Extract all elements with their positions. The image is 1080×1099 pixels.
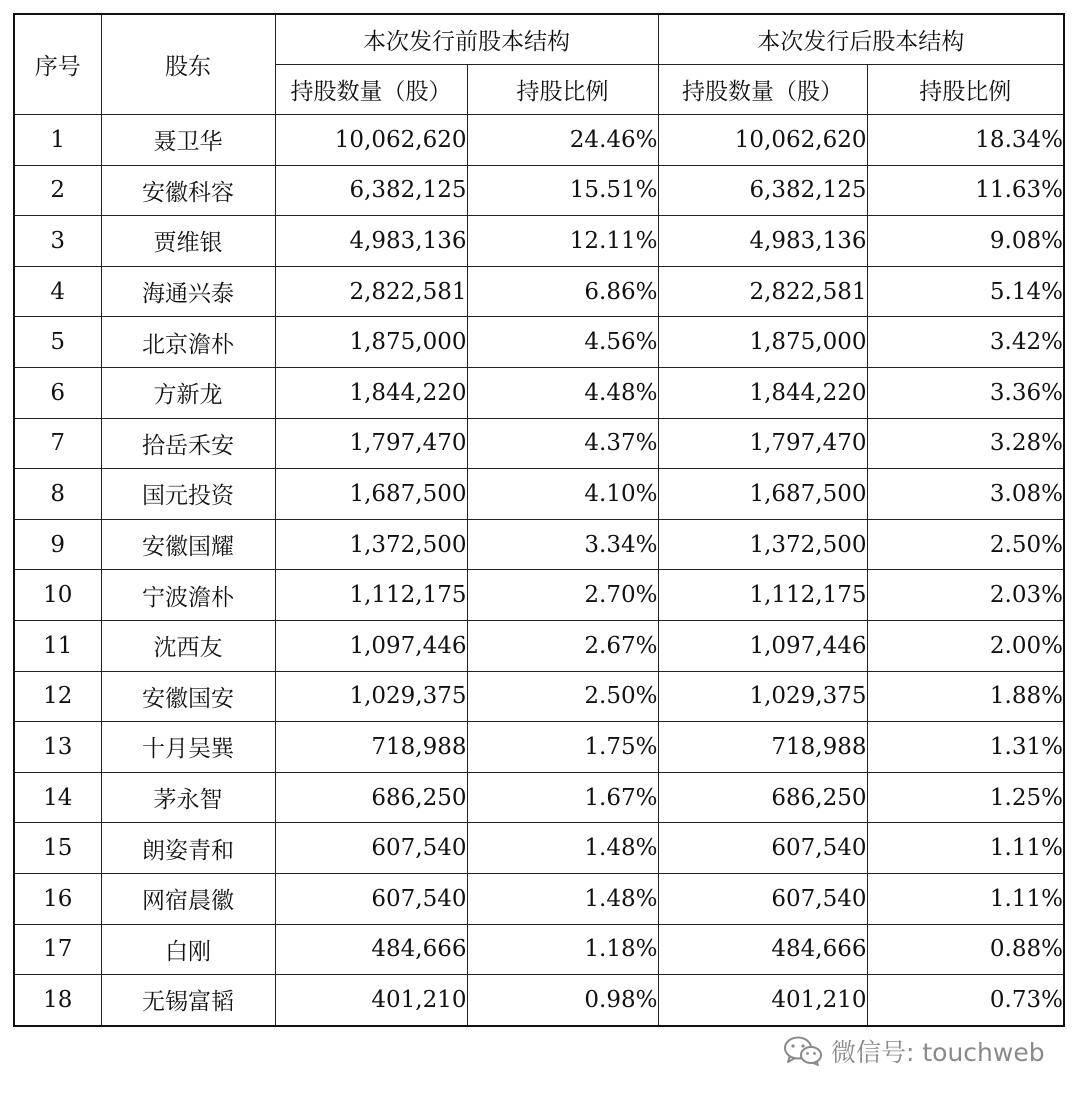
cell-before-ratio: 4.37% bbox=[467, 418, 658, 469]
cell-shareholder: 沈西友 bbox=[101, 620, 275, 671]
cell-after-shares: 10,062,620 bbox=[658, 115, 867, 166]
cell-before-shares: 1,875,000 bbox=[275, 317, 467, 368]
cell-after-ratio: 1.11% bbox=[867, 823, 1064, 874]
wechat-icon bbox=[783, 1035, 823, 1067]
cell-after-shares: 2,822,581 bbox=[658, 266, 867, 317]
header-shareholder: 股东 bbox=[101, 14, 275, 115]
cell-index: 2 bbox=[14, 165, 101, 216]
table-row bbox=[14, 367, 1064, 418]
cell-after-ratio: 2.50% bbox=[867, 519, 1064, 570]
cell-shareholder: 宁波澹朴 bbox=[101, 570, 275, 621]
table-row bbox=[14, 317, 1064, 368]
cell-after-ratio: 0.88% bbox=[867, 924, 1064, 975]
cell-after-shares: 1,112,175 bbox=[658, 570, 867, 621]
cell-shareholder: 白刚 bbox=[101, 924, 275, 975]
cell-before-shares: 1,687,500 bbox=[275, 469, 467, 520]
cell-shareholder: 朗姿青和 bbox=[101, 823, 275, 874]
cell-after-shares: 1,687,500 bbox=[658, 469, 867, 520]
cell-before-shares: 484,666 bbox=[275, 924, 467, 975]
table-row bbox=[14, 165, 1064, 216]
cell-before-ratio: 1.48% bbox=[467, 873, 658, 924]
cell-after-shares: 1,029,375 bbox=[658, 671, 867, 722]
cell-before-shares: 607,540 bbox=[275, 873, 467, 924]
cell-after-ratio: 1.31% bbox=[867, 722, 1064, 773]
cell-before-shares: 1,372,500 bbox=[275, 519, 467, 570]
cell-after-shares: 1,097,446 bbox=[658, 620, 867, 671]
table-row bbox=[14, 519, 1064, 570]
cell-before-shares: 6,382,125 bbox=[275, 165, 467, 216]
cell-before-shares: 2,822,581 bbox=[275, 266, 467, 317]
cell-shareholder: 安徽国安 bbox=[101, 671, 275, 722]
cell-after-ratio: 1.25% bbox=[867, 772, 1064, 823]
cell-index: 13 bbox=[14, 722, 101, 773]
cell-index: 9 bbox=[14, 519, 101, 570]
header-before-shares: 持股数量（股） bbox=[275, 65, 467, 115]
cell-before-ratio: 1.18% bbox=[467, 924, 658, 975]
cell-index: 6 bbox=[14, 367, 101, 418]
cell-shareholder: 安徽国耀 bbox=[101, 519, 275, 570]
table-row bbox=[14, 469, 1064, 520]
table-row bbox=[14, 924, 1064, 975]
watermark-text: 微信号: touchweb bbox=[831, 1038, 1045, 1067]
header-after-ratio: 持股比例 bbox=[867, 65, 1064, 115]
cell-before-ratio: 4.10% bbox=[467, 469, 658, 520]
cell-before-shares: 1,797,470 bbox=[275, 418, 467, 469]
cell-index: 4 bbox=[14, 266, 101, 317]
cell-before-ratio: 4.48% bbox=[467, 367, 658, 418]
cell-index: 5 bbox=[14, 317, 101, 368]
table-header bbox=[14, 14, 1064, 115]
table-row bbox=[14, 570, 1064, 621]
cell-after-shares: 4,983,136 bbox=[658, 216, 867, 267]
cell-before-shares: 1,844,220 bbox=[275, 367, 467, 418]
cell-after-ratio: 2.03% bbox=[867, 570, 1064, 621]
table-body bbox=[14, 115, 1064, 1026]
watermark bbox=[783, 1034, 1045, 1068]
header-after-shares: 持股数量（股） bbox=[658, 65, 867, 115]
cell-index: 10 bbox=[14, 570, 101, 621]
cell-index: 1 bbox=[14, 115, 101, 166]
cell-before-shares: 1,097,446 bbox=[275, 620, 467, 671]
table-row bbox=[14, 823, 1064, 874]
cell-shareholder: 海通兴泰 bbox=[101, 266, 275, 317]
cell-after-shares: 1,372,500 bbox=[658, 519, 867, 570]
cell-before-ratio: 1.48% bbox=[467, 823, 658, 874]
cell-after-ratio: 1.11% bbox=[867, 873, 1064, 924]
table-row bbox=[14, 418, 1064, 469]
cell-index: 3 bbox=[14, 216, 101, 267]
header-before-ratio: 持股比例 bbox=[467, 65, 658, 115]
cell-shareholder: 国元投资 bbox=[101, 469, 275, 520]
cell-after-ratio: 3.42% bbox=[867, 317, 1064, 368]
table-row bbox=[14, 216, 1064, 267]
table-row bbox=[14, 266, 1064, 317]
cell-index: 17 bbox=[14, 924, 101, 975]
cell-after-shares: 686,250 bbox=[658, 772, 867, 823]
cell-before-ratio: 3.34% bbox=[467, 519, 658, 570]
table-row bbox=[14, 772, 1064, 823]
cell-after-ratio: 9.08% bbox=[867, 216, 1064, 267]
cell-shareholder: 北京澹朴 bbox=[101, 317, 275, 368]
cell-before-shares: 718,988 bbox=[275, 722, 467, 773]
table-row bbox=[14, 873, 1064, 924]
cell-after-shares: 1,844,220 bbox=[658, 367, 867, 418]
cell-shareholder: 方新龙 bbox=[101, 367, 275, 418]
table-row bbox=[14, 722, 1064, 773]
header-before-issue: 本次发行前股本结构 bbox=[275, 14, 658, 65]
cell-before-shares: 1,112,175 bbox=[275, 570, 467, 621]
cell-before-shares: 607,540 bbox=[275, 823, 467, 874]
cell-after-ratio: 0.73% bbox=[867, 975, 1064, 1026]
cell-before-shares: 10,062,620 bbox=[275, 115, 467, 166]
cell-after-ratio: 2.00% bbox=[867, 620, 1064, 671]
cell-after-ratio: 3.36% bbox=[867, 367, 1064, 418]
cell-after-shares: 718,988 bbox=[658, 722, 867, 773]
cell-index: 7 bbox=[14, 418, 101, 469]
cell-before-ratio: 6.86% bbox=[467, 266, 658, 317]
cell-shareholder: 十月吴巽 bbox=[101, 722, 275, 773]
cell-before-ratio: 2.70% bbox=[467, 570, 658, 621]
cell-index: 12 bbox=[14, 671, 101, 722]
cell-after-shares: 401,210 bbox=[658, 975, 867, 1026]
cell-index: 16 bbox=[14, 873, 101, 924]
cell-before-ratio: 1.67% bbox=[467, 772, 658, 823]
cell-after-shares: 6,382,125 bbox=[658, 165, 867, 216]
cell-index: 11 bbox=[14, 620, 101, 671]
cell-before-shares: 686,250 bbox=[275, 772, 467, 823]
cell-before-ratio: 2.50% bbox=[467, 671, 658, 722]
header-row-top bbox=[14, 14, 1064, 65]
cell-index: 8 bbox=[14, 469, 101, 520]
cell-shareholder: 无锡富韬 bbox=[101, 975, 275, 1026]
cell-shareholder: 网宿晨徽 bbox=[101, 873, 275, 924]
table-row bbox=[14, 975, 1064, 1026]
cell-before-ratio: 0.98% bbox=[467, 975, 658, 1026]
cell-after-shares: 1,797,470 bbox=[658, 418, 867, 469]
cell-before-ratio: 12.11% bbox=[467, 216, 658, 267]
shareholder-structure-table bbox=[13, 13, 1065, 1027]
cell-index: 14 bbox=[14, 772, 101, 823]
table-row bbox=[14, 671, 1064, 722]
table-row bbox=[14, 115, 1064, 166]
cell-before-ratio: 1.75% bbox=[467, 722, 658, 773]
cell-shareholder: 聂卫华 bbox=[101, 115, 275, 166]
cell-before-ratio: 15.51% bbox=[467, 165, 658, 216]
cell-index: 15 bbox=[14, 823, 101, 874]
cell-after-shares: 484,666 bbox=[658, 924, 867, 975]
header-index: 序号 bbox=[14, 14, 101, 115]
table-row bbox=[14, 620, 1064, 671]
cell-before-shares: 4,983,136 bbox=[275, 216, 467, 267]
header-after-issue: 本次发行后股本结构 bbox=[658, 14, 1064, 65]
cell-after-ratio: 11.63% bbox=[867, 165, 1064, 216]
cell-after-ratio: 3.08% bbox=[867, 469, 1064, 520]
cell-shareholder: 贾维银 bbox=[101, 216, 275, 267]
cell-shareholder: 茅永智 bbox=[101, 772, 275, 823]
cell-before-shares: 1,029,375 bbox=[275, 671, 467, 722]
cell-after-ratio: 3.28% bbox=[867, 418, 1064, 469]
cell-after-shares: 607,540 bbox=[658, 823, 867, 874]
cell-before-ratio: 4.56% bbox=[467, 317, 658, 368]
cell-after-ratio: 1.88% bbox=[867, 671, 1064, 722]
cell-after-ratio: 18.34% bbox=[867, 115, 1064, 166]
cell-shareholder: 拾岳禾安 bbox=[101, 418, 275, 469]
cell-after-shares: 607,540 bbox=[658, 873, 867, 924]
cell-index: 18 bbox=[14, 975, 101, 1026]
cell-after-shares: 1,875,000 bbox=[658, 317, 867, 368]
cell-before-shares: 401,210 bbox=[275, 975, 467, 1026]
cell-before-ratio: 2.67% bbox=[467, 620, 658, 671]
cell-after-ratio: 5.14% bbox=[867, 266, 1064, 317]
cell-shareholder: 安徽科容 bbox=[101, 165, 275, 216]
cell-before-ratio: 24.46% bbox=[467, 115, 658, 166]
